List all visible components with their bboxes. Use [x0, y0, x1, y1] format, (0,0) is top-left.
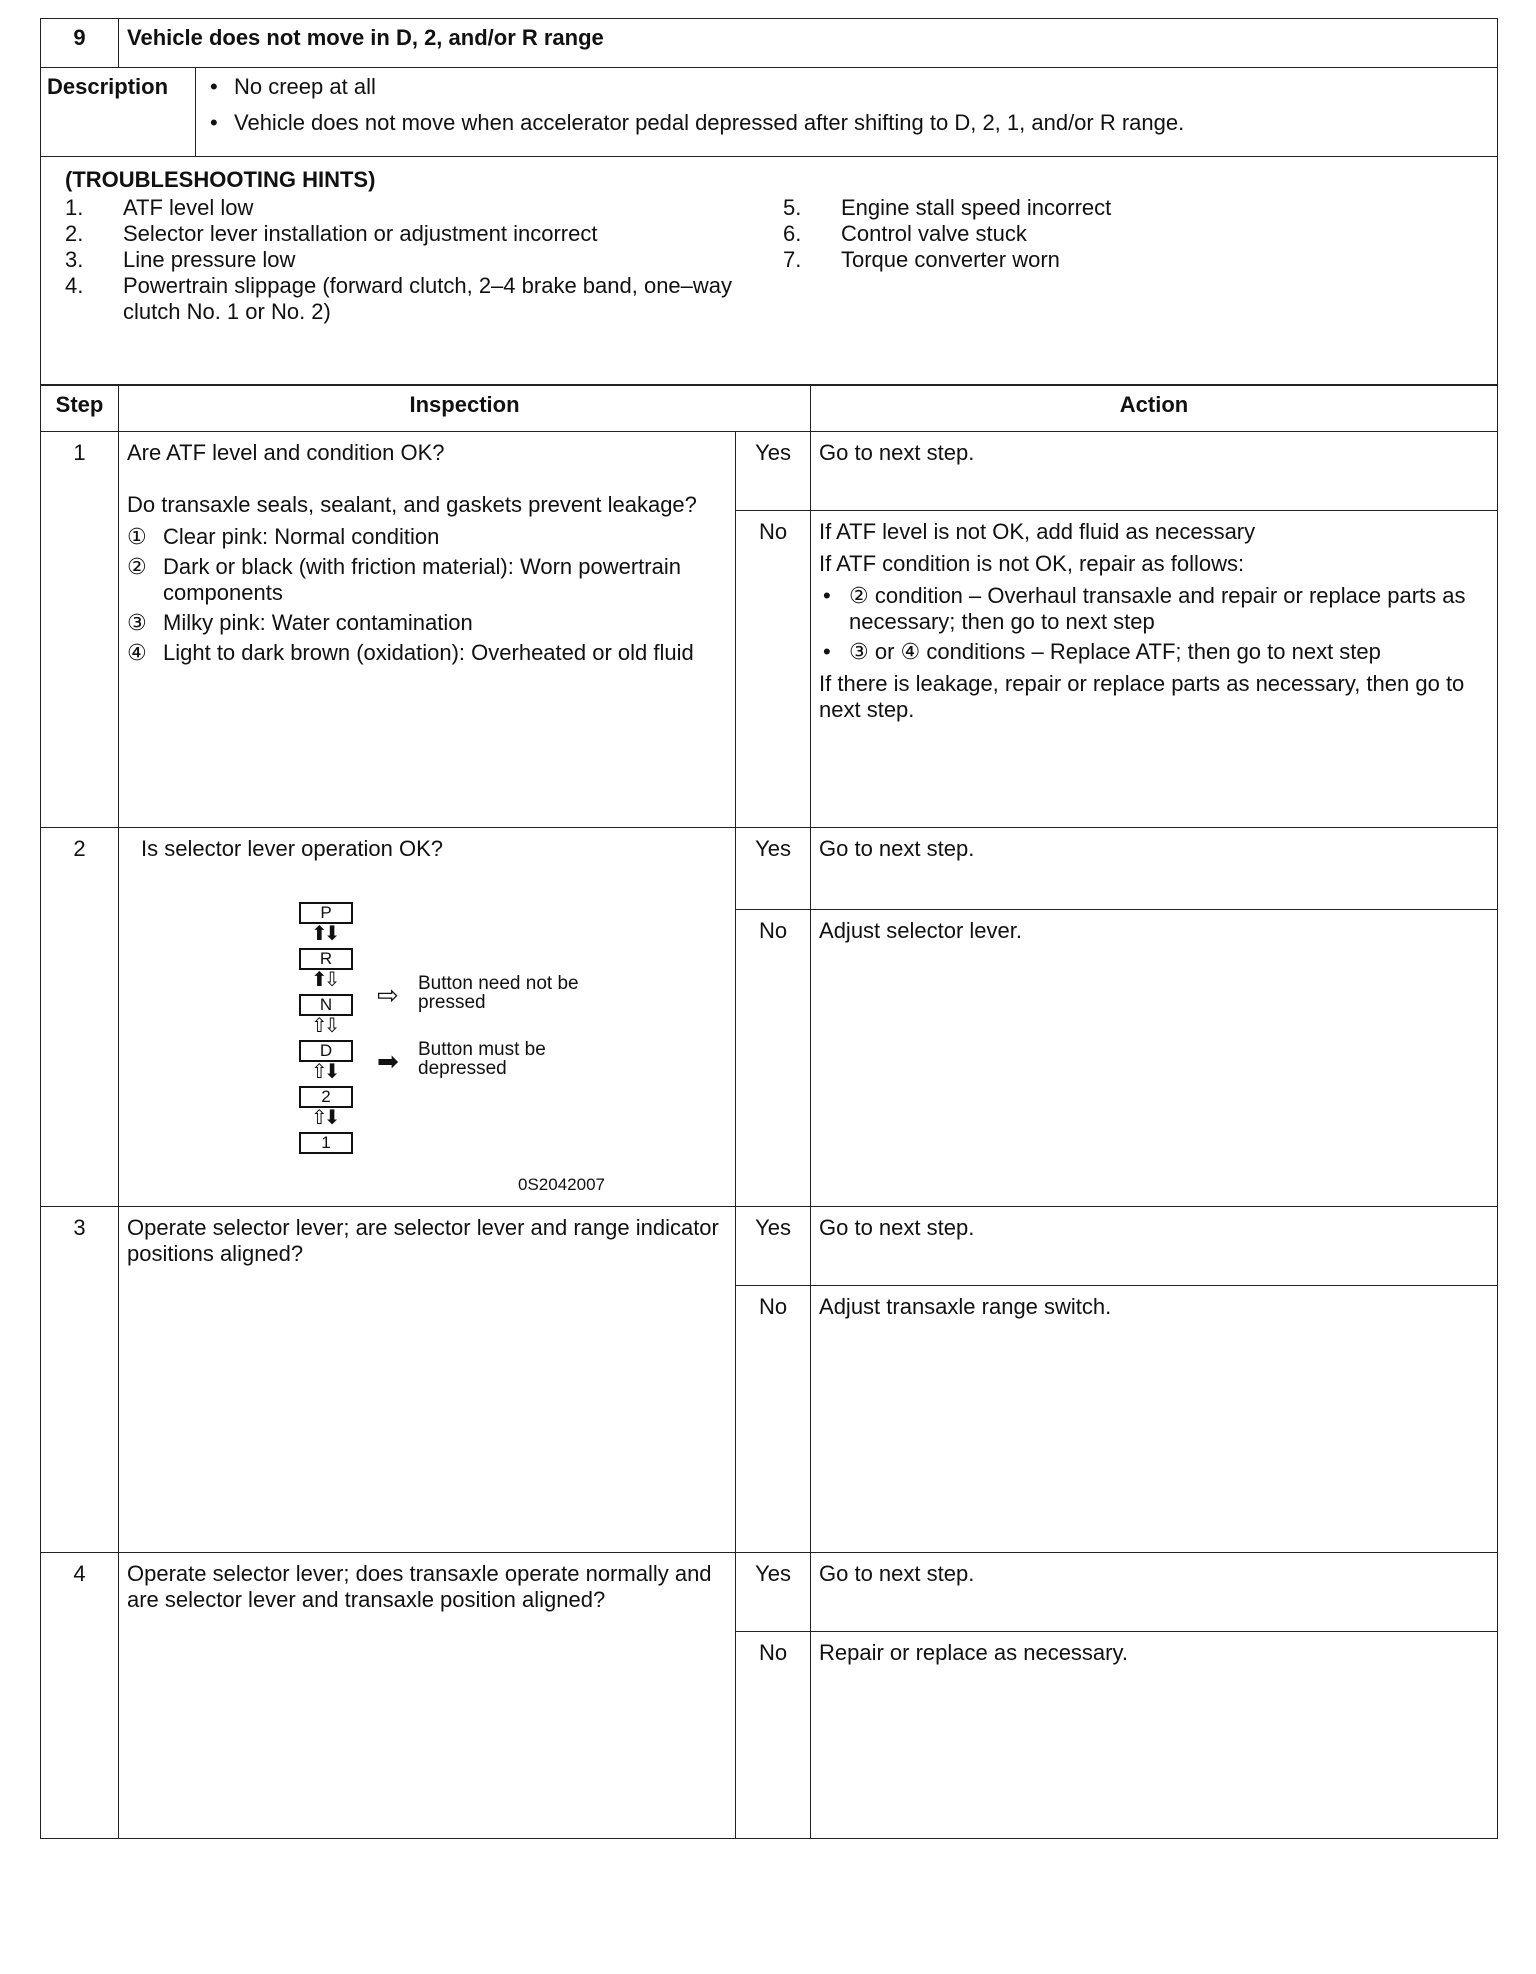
troubleshooting-hints	[41, 157, 1498, 386]
no-action: Repair or replace as necessary.	[811, 1632, 1498, 1839]
legend-hollow-text: Button need not be pressed	[418, 973, 579, 1014]
description-list	[196, 68, 1497, 156]
inspection-column-header: Inspection	[119, 385, 811, 432]
hints-right-column	[755, 195, 1473, 325]
legend-solid-text: Button must be depressed	[418, 1039, 546, 1080]
condition-item: ③ Milky pink: Water contamination	[127, 610, 473, 636]
condition-list	[127, 524, 727, 666]
no-action: Adjust transaxle range switch.	[811, 1286, 1498, 1553]
hollow-arrow-icon: ⇨	[377, 980, 399, 1011]
gear-n-box: N	[299, 994, 353, 1016]
action-bullets	[819, 583, 1489, 665]
condition-item: ① Clear pink: Normal condition	[127, 524, 440, 550]
figure-code: 0S2042007	[518, 1175, 605, 1195]
inspection-question: Do transaxle seals, sealant, and gaskets prevent leakage?	[127, 492, 697, 518]
condition-item: ② Dark or black (with friction material): Worn powertrain components	[127, 554, 681, 606]
action-bullet: • ② condition – Overhaul transaxle and repair or replace parts as necessary; then go to next step	[819, 583, 1489, 635]
gear-d-box: D	[299, 1040, 353, 1062]
hint-item: 6. Control valve stuck	[783, 221, 1027, 246]
problem-number: 9	[41, 19, 119, 68]
yes-action: Go to next step.	[811, 1553, 1498, 1632]
gear-p-box: P	[299, 902, 353, 924]
step-inspection	[119, 828, 736, 1207]
shift-arrows: ⇧⬇	[311, 1107, 337, 1130]
gear-1-box: 1	[299, 1132, 353, 1154]
troubleshooting-sheet	[40, 18, 1498, 1839]
step-inspection: Operate selector lever; does transaxle operate normally and are selector lever and transaxle position aligned?	[119, 1553, 736, 1839]
condition-item: ④ Light to dark brown (oxidation): Overheated or old fluid	[127, 640, 694, 666]
step-number: 4	[41, 1553, 119, 1839]
hint-item: 7. Torque converter worn	[783, 247, 1060, 272]
gear-r-box: R	[299, 948, 353, 970]
hint-item: 3. Line pressure low	[65, 247, 296, 272]
inspection-question: Are ATF level and condition OK?	[127, 440, 445, 466]
gear-2-box: 2	[299, 1086, 353, 1108]
no-label: No	[736, 1286, 811, 1553]
action-bullet: • ③ or ④ conditions – Replace ATF; then go to next step	[819, 639, 1489, 665]
step-inspection: Operate selector lever; are selector lever and range indicator positions aligned?	[119, 1207, 736, 1553]
step-number: 1	[41, 432, 119, 828]
hints-title: (TROUBLESHOOTING HINTS)	[65, 167, 376, 192]
yes-action: Go to next step.	[811, 1207, 1498, 1286]
yes-label: Yes	[736, 828, 811, 910]
shift-arrows: ⇧⬇	[311, 1061, 337, 1084]
shift-arrows: ⬆⬇	[311, 923, 337, 946]
description-label: Description	[41, 68, 196, 157]
action-text: If ATF level is not OK, add fluid as necessary	[819, 519, 1256, 545]
selector-lever-diagram	[141, 868, 611, 1198]
action-text: If ATF condition is not OK, repair as follows:	[819, 551, 1245, 577]
yes-label: Yes	[736, 1207, 811, 1286]
action-column-header: Action	[811, 385, 1498, 432]
solid-arrow-icon: ➡	[377, 1046, 399, 1077]
step-column-header: Step	[41, 385, 119, 432]
step-number: 3	[41, 1207, 119, 1553]
hint-item: 5. Engine stall speed incorrect	[783, 195, 1112, 220]
no-action: Adjust selector lever.	[811, 910, 1498, 1207]
no-label: No	[736, 511, 811, 828]
hint-item: 1. ATF level low	[65, 195, 254, 220]
yes-action: Go to next step.	[811, 828, 1498, 910]
description-item: • Vehicle does not move when accelerator pedal depressed after shifting to D, 2, 1, and/or R range.	[206, 110, 1487, 136]
shift-arrows: ⬆⇩	[311, 969, 337, 992]
yes-label: Yes	[736, 432, 811, 511]
step-number: 2	[41, 828, 119, 1207]
hint-item: 4. Powertrain slippage (forward clutch, 2–4 brake band, one–way clutch No. 1 or No. 2)	[65, 273, 733, 324]
description-item: • No creep at all	[206, 74, 1487, 100]
header-table	[40, 18, 1498, 386]
shift-arrows: ⇧⇩	[311, 1015, 337, 1038]
description-cell	[196, 68, 1498, 157]
yes-label: Yes	[736, 1553, 811, 1632]
step-inspection	[119, 432, 736, 828]
action-text: If there is leakage, repair or replace parts as necessary, then go to next step.	[819, 671, 1465, 723]
hints-left-column	[65, 195, 755, 325]
no-label: No	[736, 1632, 811, 1839]
hint-item: 2. Selector lever installation or adjustment incorrect	[65, 221, 598, 246]
inspection-question: Is selector lever operation OK?	[141, 836, 444, 862]
no-action	[811, 511, 1498, 828]
steps-table	[40, 384, 1498, 1839]
no-label: No	[736, 910, 811, 1207]
yes-action: Go to next step.	[811, 432, 1498, 511]
problem-title: Vehicle does not move in D, 2, and/or R range	[119, 19, 1498, 68]
